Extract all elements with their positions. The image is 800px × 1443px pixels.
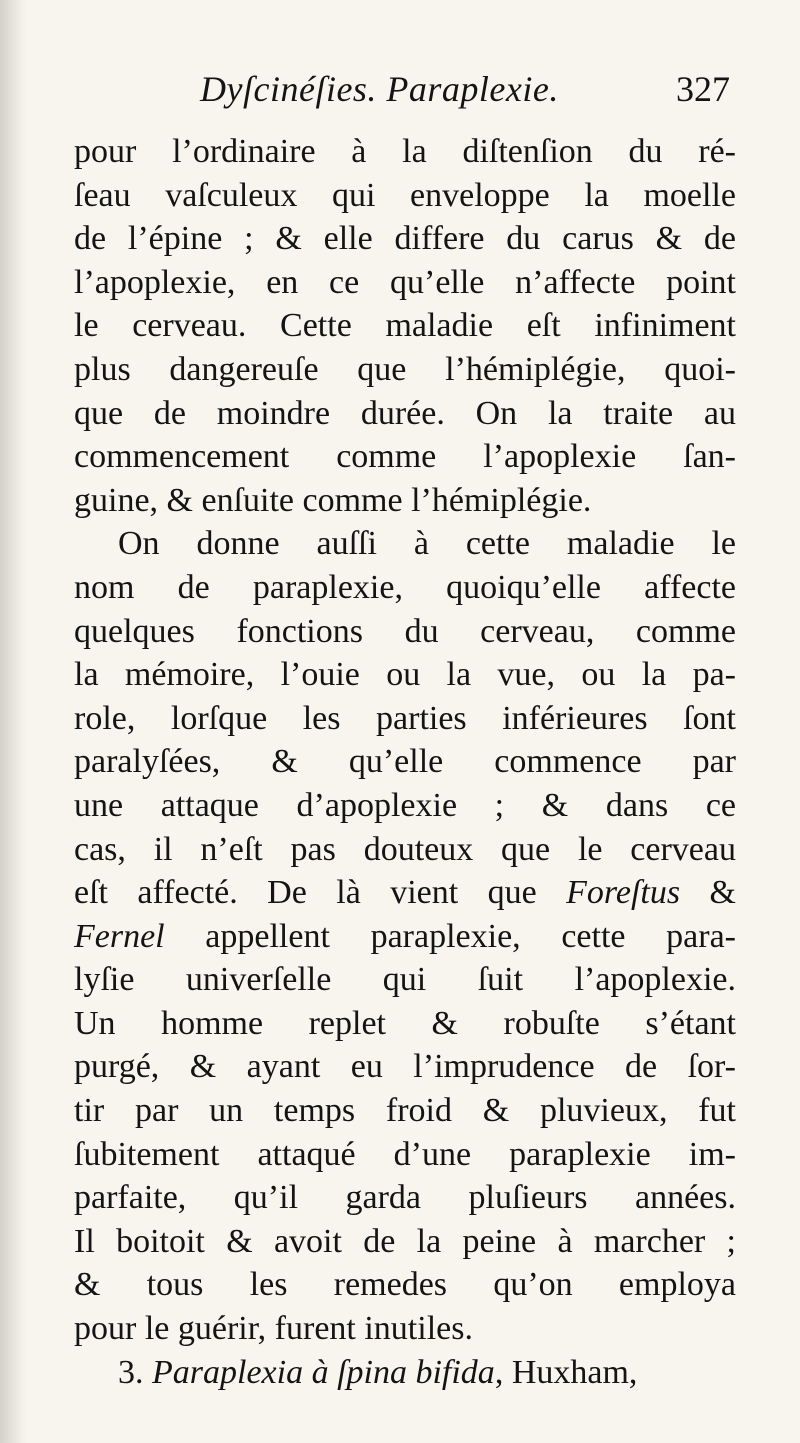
running-title: Dyſcinéſies. Paraplexie. — [200, 69, 559, 109]
text-segment: purgé, & ayant eu l’imprudence de ſor- — [74, 1048, 736, 1086]
text-line — [74, 348, 736, 392]
text-segment: plus dangereuſe que l’hémiplégie, quoi- — [74, 350, 736, 388]
text-segment: le cerveau. Cette maladie eſt infiniment — [74, 307, 736, 345]
text-segment: ſubitement attaqué d’une paraplexie im- — [74, 1135, 736, 1173]
text-line — [74, 261, 736, 305]
text-line — [74, 522, 736, 566]
text-segment: Un homme replet & robuſte s’étant — [74, 1004, 736, 1042]
text-segment: eſt affecté. De là vient que — [74, 874, 567, 912]
text-line — [74, 1220, 736, 1264]
text-segment: paralyſées, & qu’elle commence par — [74, 743, 736, 781]
italic-name: Paraplexia à ſpina bifida — [152, 1353, 495, 1391]
page-number: 327 — [676, 69, 730, 109]
text-line — [74, 1002, 736, 1046]
text-segment: tir par un temps froid & pluvieux, fut — [74, 1092, 736, 1130]
text-line — [74, 1176, 736, 1220]
text-segment: commencement comme l’apoplexie ſan- — [74, 438, 736, 476]
text-segment: de l’épine ; & elle differe du carus & de — [74, 220, 736, 258]
text-line — [74, 1263, 736, 1307]
text-segment: quelques fonctions du cerveau, comme — [74, 612, 736, 650]
text-line — [74, 784, 736, 828]
text-segment: , Huxham, — [494, 1353, 638, 1391]
text-line — [74, 697, 736, 741]
text-segment: 3. — [118, 1353, 152, 1391]
italic-name: Fernel — [74, 917, 165, 955]
text-line — [74, 217, 736, 261]
text-segment: & — [680, 874, 736, 912]
text-segment: ſeau vaſculeux qui enveloppe la moelle — [74, 176, 736, 214]
body-text — [74, 130, 736, 1394]
running-header — [200, 68, 730, 118]
text-line — [74, 1045, 736, 1089]
text-segment: parfaite, qu’il garda pluſieurs années. — [74, 1179, 736, 1217]
text-segment: role, lorſque les parties inférieures ſont — [74, 699, 736, 737]
text-line — [74, 1133, 736, 1177]
text-segment: & tous les remedes qu’on employa — [74, 1266, 736, 1304]
text-segment: une attaque d’apoplexie ; & dans ce — [74, 786, 736, 824]
text-segment: l’apoplexie, en ce qu’elle n’affecte point — [74, 263, 736, 301]
text-line — [74, 1307, 736, 1351]
text-line — [74, 392, 736, 436]
text-segment: lyſie univerſelle qui ſuit l’apoplexie. — [74, 961, 736, 999]
text-segment: pour le guérir, furent inutiles. — [74, 1310, 473, 1348]
text-segment: cas, il n’eſt pas douteux que le cerveau — [74, 830, 736, 868]
text-segment: appellent paraplexie, cette para- — [164, 917, 736, 955]
italic-name: Foreſtus — [566, 874, 681, 912]
text-line — [74, 871, 736, 915]
text-line — [74, 915, 736, 959]
text-line — [74, 304, 736, 348]
text-line — [74, 566, 736, 610]
text-line — [74, 130, 736, 174]
text-segment: la mémoire, l’ouie ou la vue, ou la pa- — [74, 656, 736, 694]
text-line — [74, 653, 736, 697]
text-segment: On donne auſſi à cette maladie le — [118, 525, 736, 563]
text-segment: pour l’ordinaire à la diſtenſion du ré- — [74, 133, 736, 170]
text-line — [74, 1089, 736, 1133]
text-line — [74, 740, 736, 784]
text-line — [74, 174, 736, 218]
text-line — [74, 435, 736, 479]
text-line — [74, 479, 736, 523]
text-segment: que de moindre durée. On la traite au — [74, 394, 736, 432]
text-line — [74, 828, 736, 872]
text-line — [74, 610, 736, 654]
text-segment: Il boitoit & avoit de la peine à marcher ; — [74, 1222, 736, 1260]
text-segment: guine, & enſuite comme l’hémiplégie. — [74, 481, 592, 519]
text-segment: nom de paraplexie, quoiqu’elle affecte — [74, 568, 736, 606]
text-line — [74, 958, 736, 1002]
catchword-line — [74, 1351, 736, 1395]
